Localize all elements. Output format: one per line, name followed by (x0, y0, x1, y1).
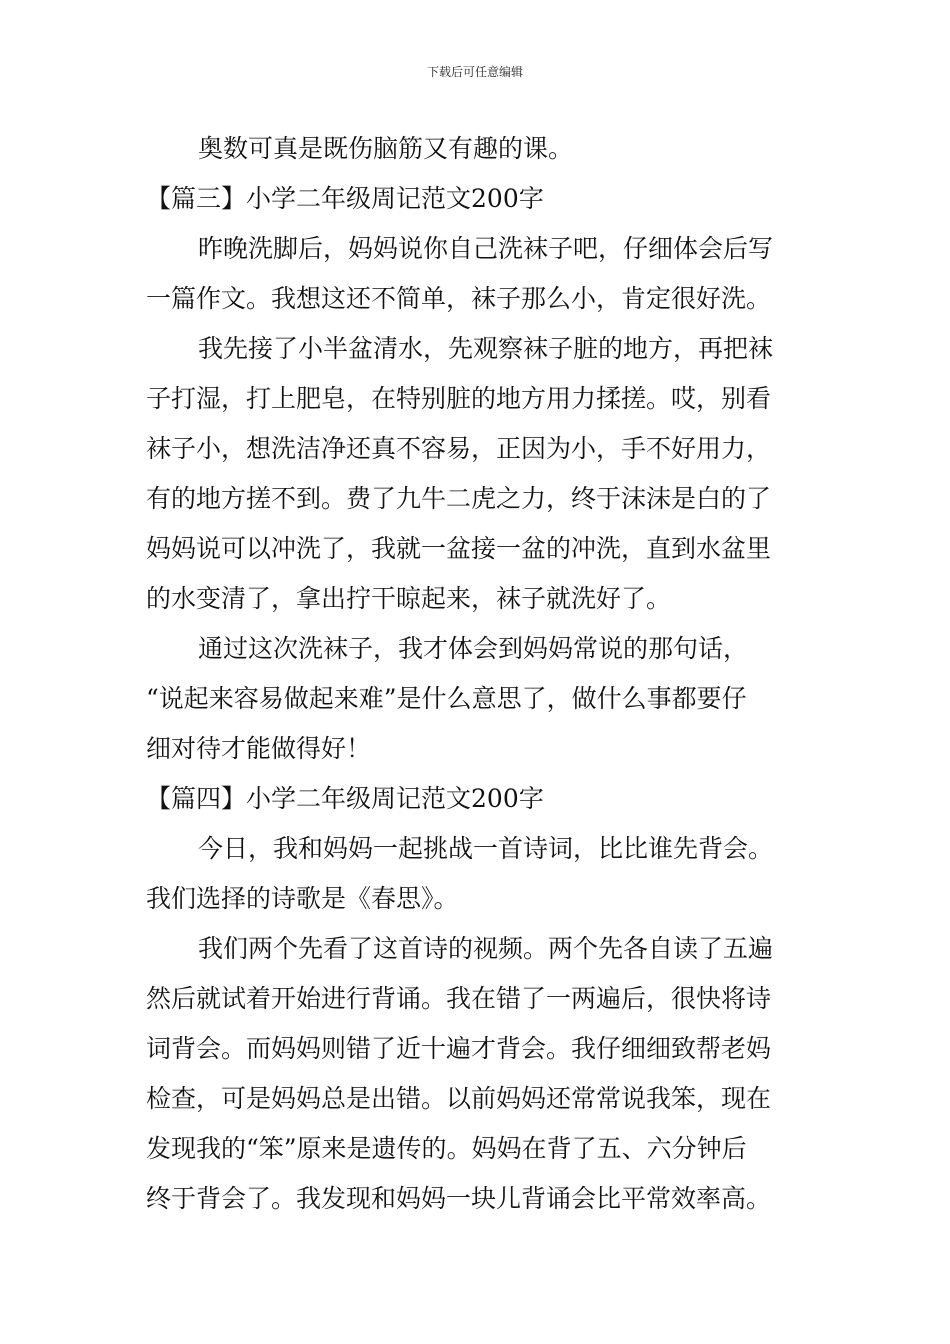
section-heading-3: 【篇三】小学二年级周记范文200字 (146, 184, 544, 213)
document-body (146, 124, 810, 1224)
text-line: 袜子小，想洗洁净还真不容易，正因为小，手不好用力， (146, 434, 772, 463)
text-line: 子打湿，打上肥皂，在特别脏的地方用力揉搓。哎，别看 (146, 384, 772, 413)
text-line: 昨晚洗脚后，妈妈说你自己洗袜子吧，仔细体会后写 (198, 234, 774, 263)
text-line: “说起来容易做起来难”是什么意思了，做什么事都要仔 (146, 684, 747, 713)
text-line: 妈妈说可以冲洗了，我就一盆接一盆的冲洗，直到水盆里 (146, 534, 772, 563)
text-line: 终于背会了。我发现和妈妈一块儿背诵会比平常效率高。 (146, 1184, 772, 1213)
text-line: 然后就试着开始进行背诵。我在错了一两遍后，很快将诗 (146, 984, 772, 1013)
page-header: 下载后可任意编辑 (426, 65, 523, 79)
text-line: 我们选择的诗歌是《春思》。 (146, 884, 459, 913)
section-heading-4: 【篇四】小学二年级周记范文200字 (146, 784, 544, 813)
text-line: 奥数可真是既伤脑筋又有趣的课。 (198, 134, 574, 163)
text-line: 一篇作文。我想这还不简单，袜子那么小，肯定很好洗。 (146, 284, 772, 313)
text-line: 我们两个先看了这首诗的视频。两个先各自读了五遍 (198, 934, 774, 963)
text-line: 我先接了小半盆清水，先观察袜子脏的地方，再把袜 (198, 334, 774, 363)
text-line: 词背会。而妈妈则错了近十遍才背会。我仔细细致帮老妈 (146, 1034, 772, 1063)
text-line: 的水变清了，拿出拧干晾起来，袜子就洗好了。 (146, 584, 672, 613)
text-line: 发现我的“笨”原来是遗传的。妈妈在背了五、六分钟后 (146, 1134, 747, 1163)
text-line: 检查，可是妈妈总是出错。以前妈妈还常常说我笨，现在 (146, 1084, 772, 1113)
text-line: 通过这次洗袜子，我才体会到妈妈常说的那句话， (198, 634, 749, 663)
text-line: 细对待才能做得好！ (146, 734, 372, 763)
text-line: 有的地方搓不到。费了九牛二虎之力，终于沫沫是白的了 (146, 484, 772, 513)
text-line: 今日，我和妈妈一起挑战一首诗词，比比谁先背会。 (198, 834, 774, 863)
